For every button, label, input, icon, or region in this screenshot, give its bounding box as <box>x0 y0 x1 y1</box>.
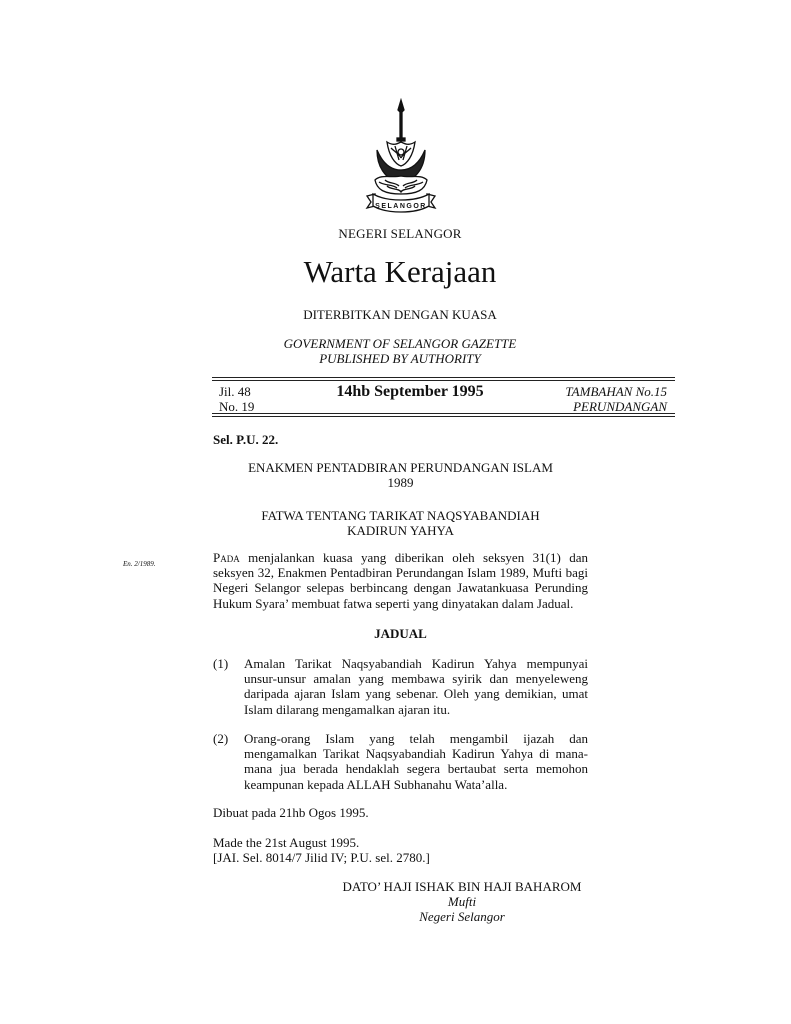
masthead-rule-top-2 <box>212 380 675 381</box>
notice-reference: Sel. P.U. 22. <box>213 432 279 447</box>
fatwa-heading-line2: KADIRUN YAHYA <box>347 523 454 538</box>
fatwa-heading-line1: FATWA TENTANG TARIKAT NAQSYABANDIAH <box>261 508 540 523</box>
fatwa-heading <box>213 508 588 538</box>
supplement-category: PERUNDANGAN <box>573 399 667 414</box>
schedule-item <box>213 656 588 717</box>
schedule-item-text: Orang-orang Islam yang telah mengambil ijazah dan mengamalkan Tarikat Naqsyabandiah Kadirun Yahya di mana-mana jua berada hendaklah segera bertaubat serta memohon keampunan kepada ALLAH Subhanahu Wata’alla. <box>244 731 588 792</box>
issue-volume: Jil. 48 <box>219 384 251 399</box>
masthead-rule-bottom-1 <box>212 413 675 414</box>
schedule-item-text: Amalan Tarikat Naqsyabandiah Kadirun Yahya mempunyai unsur-unsur amalan yang membawa syirik dan menyeleweng daripada ajaran Islam yang sebenar. Oleh yang demikian, umat Islam dilarang mengamalkan ajaran itu. <box>244 656 588 717</box>
signatory-title: Mufti <box>447 894 477 909</box>
schedule-title: JADUAL <box>374 626 427 641</box>
schedule-item <box>213 731 588 792</box>
enactment-heading-line2: 1989 <box>387 475 414 490</box>
selangor-crest-emblem <box>355 98 447 224</box>
masthead-rule-bottom-2 <box>212 416 675 417</box>
schedule-item-number: (2) <box>213 731 229 746</box>
signatory-state: Negeri Selangor <box>419 909 505 924</box>
gazette-title-en: GOVERNMENT OF SELANGOR GAZETTE <box>283 336 517 351</box>
schedule-item-number: (1) <box>213 656 229 671</box>
issue-number: No. 19 <box>219 399 255 414</box>
gazette-title: Warta Kerajaan <box>303 254 497 289</box>
masthead-rule-top-1 <box>212 377 675 378</box>
state-name: NEGERI SELANGOR <box>338 226 462 241</box>
signatory-name: DATO’ HAJI ISHAK BIN HAJI BAHAROM <box>342 879 582 894</box>
issue-date: 14hb September 1995 <box>336 383 484 400</box>
published-by-authority-en: PUBLISHED BY AUTHORITY <box>319 351 481 366</box>
supplement-number: TAMBAHAN No.15 <box>565 384 667 399</box>
enactment-heading <box>213 460 588 490</box>
supplement-info <box>565 384 667 414</box>
margin-note: En. 2/1989. <box>123 560 156 568</box>
enactment-heading-line1: ENAKMEN PENTADBIRAN PERUNDANGAN ISLAM <box>248 460 553 475</box>
published-by-authority-my: DITERBITKAN DENGAN KUASA <box>303 307 497 322</box>
date-made-my: Dibuat pada 21hb Ogos 1995. <box>213 805 369 820</box>
date-made-en: Made the 21st August 1995. <box>213 835 360 850</box>
crest-label: SELANGOR <box>375 203 427 210</box>
file-reference: [JAI. Sel. 8014/7 Jilid IV; P.U. sel. 2780.] <box>213 850 430 865</box>
preamble-text: menjalankan kuasa yang diberikan oleh seksyen 31(1) dan seksyen 32, Enakmen Pentadbiran Perundangan Islam 1989, Mufti bagi Negeri Selangor selepas berbincang dengan Jawatankuasa Perunding Hukum Syara’ membuat fatwa seperti yang dinyatakan dalam Jadual. <box>213 550 588 611</box>
preamble-paragraph <box>213 550 588 611</box>
preamble-lead-word: Pada <box>213 550 240 565</box>
